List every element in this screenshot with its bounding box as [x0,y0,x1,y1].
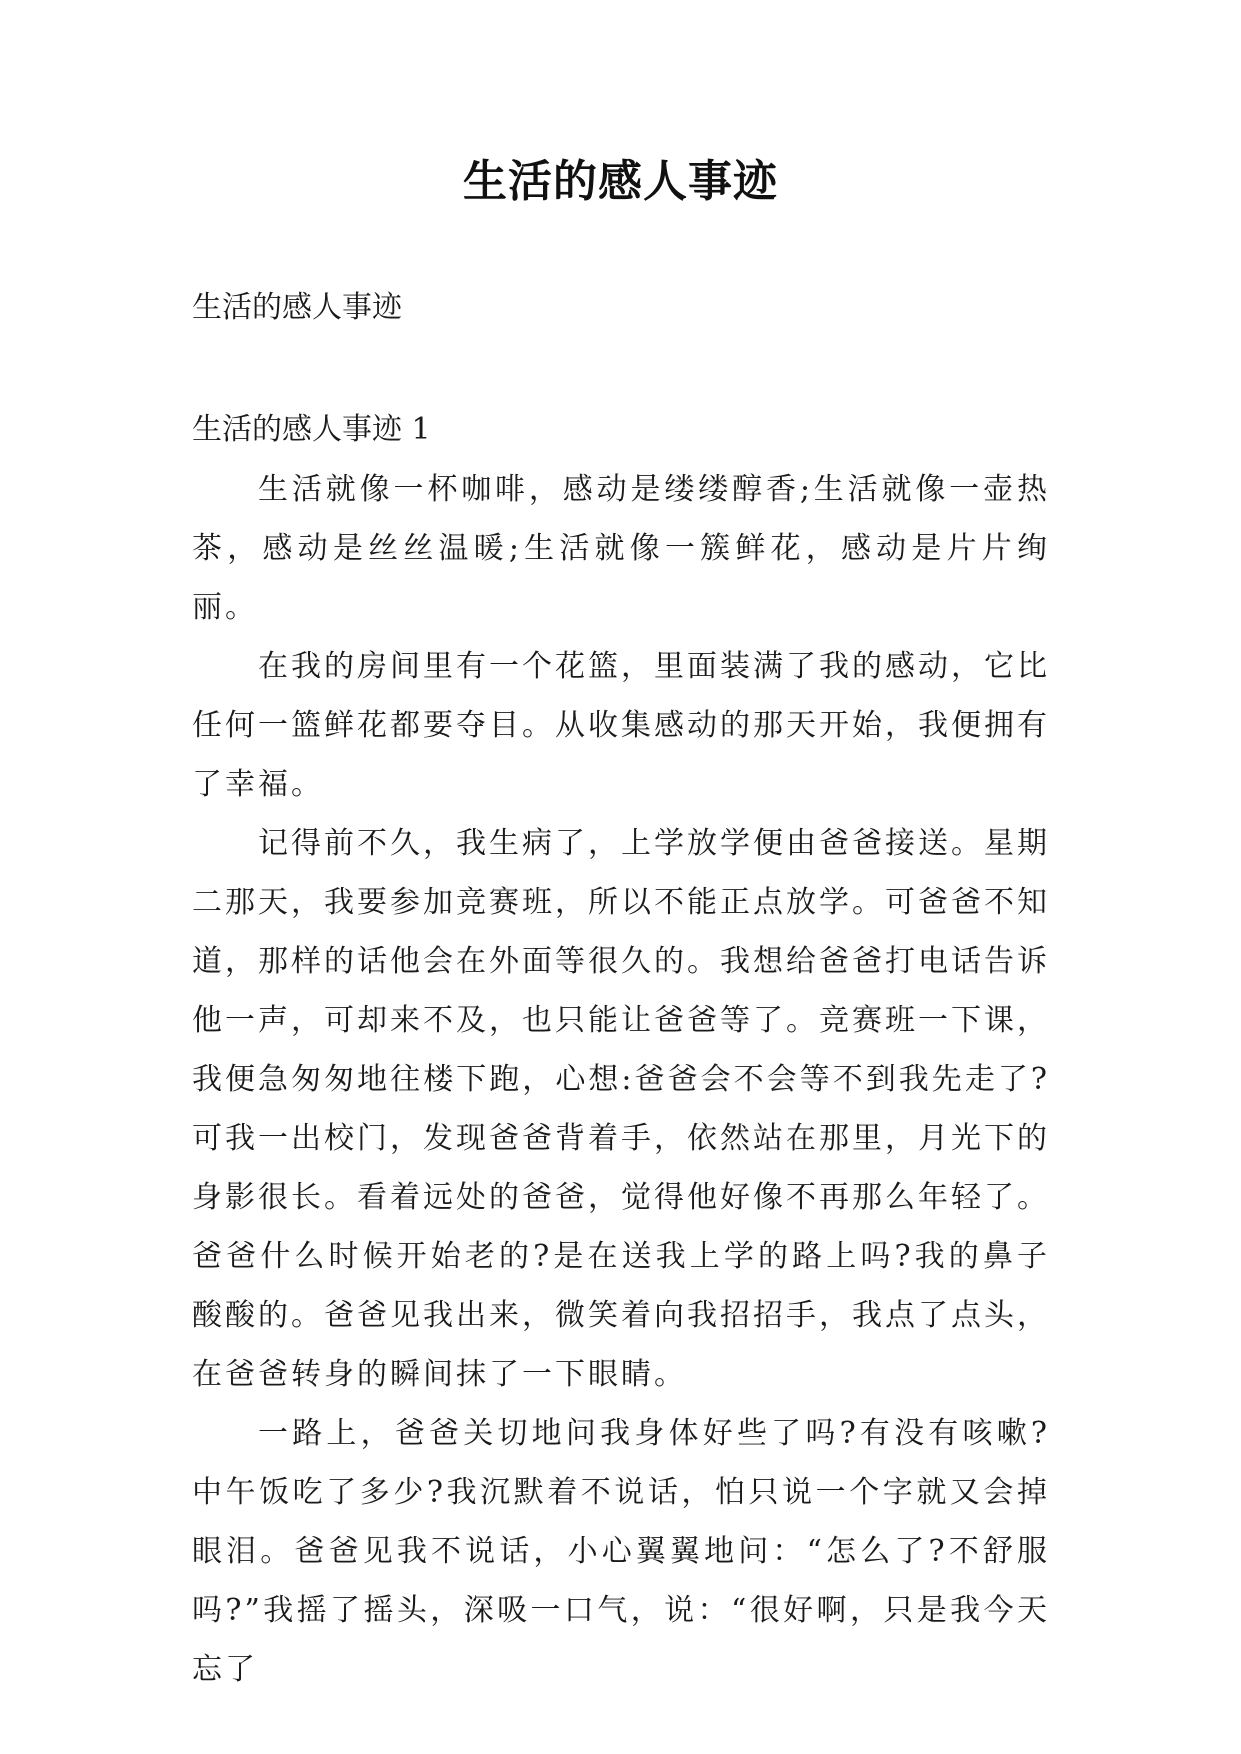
document-title: 生活的感人事迹 [463,156,778,207]
paragraph: 生活就像一杯咖啡，感动是缕缕醇香;生活就像一壶热茶，感动是丝丝温暖;生活就像一簇鲜花，感动是片片绚丽。 [192,472,1050,625]
section-heading: 生活的感人事迹 1 [192,412,431,447]
document-subtitle: 生活的感人事迹 [192,290,402,325]
paragraph: 记得前不久，我生病了，上学放学便由爸爸接送。星期二那天，我要参加竞赛班，所以不能正点放学。可爸爸不知道，那样的话他会在外面等很久的。我想给爸爸打电话告诉他一声，可却来不及，也只能让爸爸等了。竞赛班一下课，我便急匆匆地往楼下跑，心想:爸爸会不会等不到我先走了?可我一出校门，发现爸爸背着手，依然站在那里，月光下的身影很长。看着远处的爸爸，觉得他好像不再那么年轻了。爸爸什么时候开始老的?是在送我上学的路上吗?我的鼻子酸酸的。爸爸见我出来，微笑着向我招招手，我点了点头，在爸爸转身的瞬间抹了一下眼睛。 [192,826,1050,1392]
document-body [192,460,1050,1699]
paragraph: 在我的房间里有一个花篮，里面装满了我的感动，它比任何一篮鲜花都要夺目。从收集感动的那天开始，我便拥有了幸福。 [192,649,1050,802]
paragraph: 一路上，爸爸关切地问我身体好些了吗?有没有咳嗽?中午饭吃了多少?我沉默着不说话，怕只说一个字就又会掉眼泪。爸爸见我不说话，小心翼翼地问：“怎么了?不舒服吗?”我摇了摇头，深吸一口气，说：“很好啊，只是我今天忘了 [192,1416,1050,1687]
